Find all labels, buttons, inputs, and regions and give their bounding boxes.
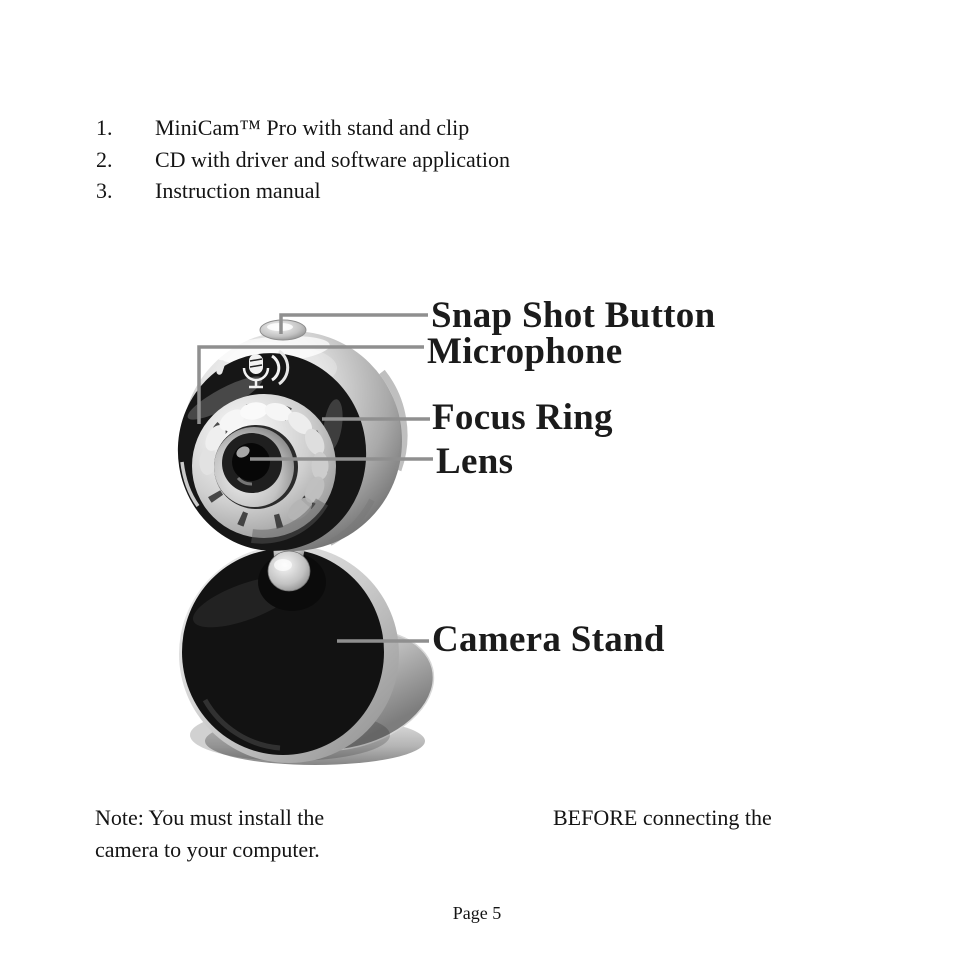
note-text-line1-left: Note: You must install the xyxy=(95,805,325,830)
label-snap-shot-button: Snap Shot Button xyxy=(431,295,716,336)
list-item-number: 1. xyxy=(96,115,113,140)
label-focus-ring: Focus Ring xyxy=(432,397,613,438)
note-text-line2: camera to your computer. xyxy=(95,837,320,862)
lens-part xyxy=(214,425,298,509)
snap-shot-button-part xyxy=(260,320,306,340)
list-item-text: Instruction manual xyxy=(155,178,321,203)
list-item-number: 2. xyxy=(96,146,113,172)
list-item-number: 3. xyxy=(96,178,113,203)
page-number: Page 5 xyxy=(452,903,502,923)
note-text-line1-right: BEFORE connecting the xyxy=(553,805,772,830)
list-item-text: MiniCam™ Pro with stand and clip xyxy=(155,115,470,140)
label-microphone: Microphone xyxy=(427,331,623,372)
label-lens: Lens xyxy=(436,441,514,482)
label-camera-stand: Camera Stand xyxy=(432,619,665,660)
list-item-text: CD with driver and software application xyxy=(155,146,510,172)
